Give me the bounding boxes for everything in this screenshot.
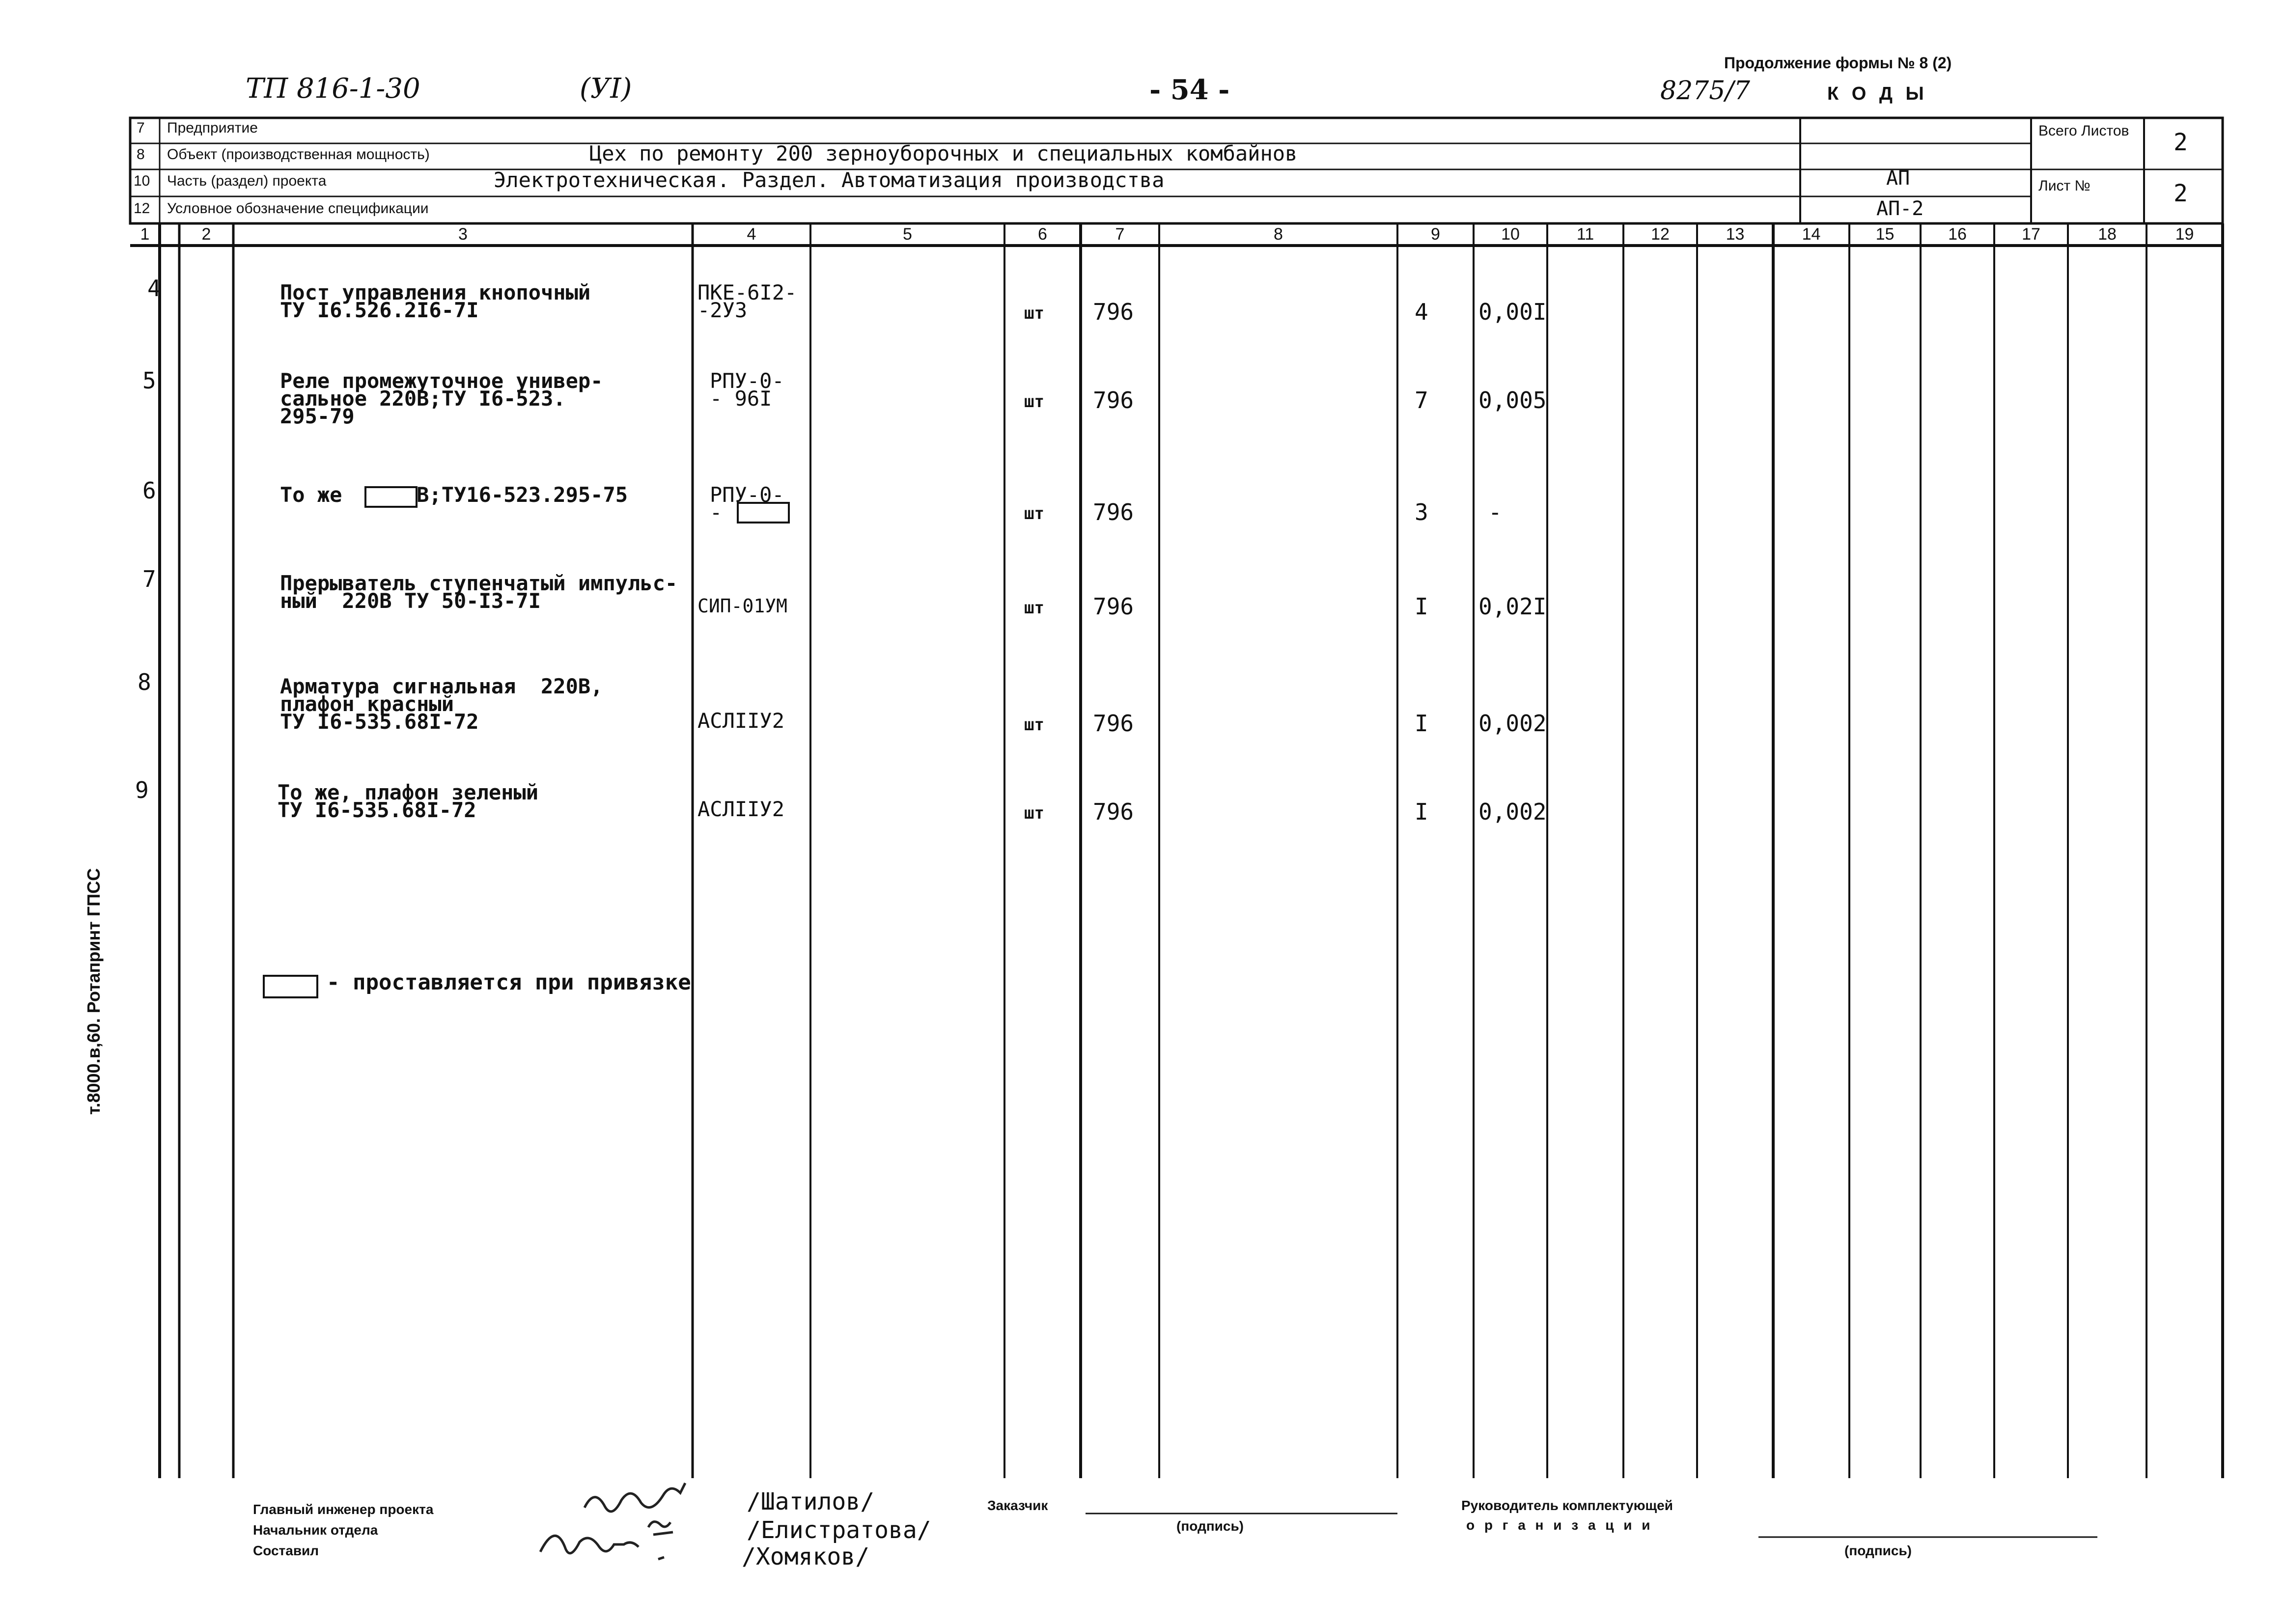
item-qty: 4 xyxy=(1415,299,1428,325)
item-unit: шт xyxy=(1024,303,1044,323)
col-num: 13 xyxy=(1726,225,1745,244)
item-type: РПУ-0- - xyxy=(710,483,784,524)
dept-head-name: /Елистратова/ xyxy=(747,1516,931,1544)
label-spec: Условное обозначение спецификации xyxy=(167,200,429,217)
placeholder-box xyxy=(364,486,418,508)
label-part: Часть (раздел) проекта xyxy=(167,173,327,189)
col-num: 8 xyxy=(1274,225,1283,244)
row-num-part: 10 xyxy=(134,173,150,189)
item-code: 796 xyxy=(1093,593,1134,620)
supplier-label-2: о р г а н и з а ц и и xyxy=(1466,1517,1653,1533)
item-code: 796 xyxy=(1093,499,1134,525)
supplier-signature-caption: (подпись) xyxy=(1844,1543,1912,1558)
col-num: 15 xyxy=(1875,225,1895,244)
item-code: 796 xyxy=(1093,798,1134,825)
item-position: 9 xyxy=(135,777,149,803)
codes-label: К О Д Ы xyxy=(1827,83,1928,104)
label-object: Объект (производственная мощность) xyxy=(167,146,430,163)
col-num: 14 xyxy=(1802,225,1821,244)
item-name: Реле промежуточное универ- сальное 220В;ТУ I6-523. 295-79 xyxy=(280,369,603,428)
placeholder-note: - проставляется при привязке xyxy=(327,970,691,995)
sheet-value: 2 xyxy=(2174,180,2188,207)
form-continuation: Продолжение формы № 8 (2) xyxy=(1724,54,1952,72)
handwritten-signatures xyxy=(530,1473,752,1571)
item-name: То же, плафон зеленый ТУ I6-535.68I-72 xyxy=(278,780,539,822)
album-number: (УI) xyxy=(580,73,632,105)
project-code: ТП 816-1-30 xyxy=(246,73,420,105)
chief-engineer-label: Главный инженер проекта xyxy=(253,1502,434,1517)
item-name: Пост управления кнопочный ТУ I6.526.2I6-7I xyxy=(280,280,591,322)
item-unit: шт xyxy=(1024,803,1044,823)
item-type: ПКЕ-6I2- -2У3 xyxy=(697,280,797,322)
col-num: 18 xyxy=(2098,225,2117,244)
item-code: 796 xyxy=(1093,387,1134,413)
col-num: 12 xyxy=(1651,225,1670,244)
item-name: То же В;ТУ16-523.295-75 xyxy=(280,483,628,507)
item-type: РПУ-0- - 96I xyxy=(710,369,784,411)
value-part: Электротехническая. Раздел. Автоматизация производства xyxy=(494,168,1165,192)
col-num: 17 xyxy=(2022,225,2040,244)
item-mass: 0,002 xyxy=(1478,710,1547,737)
item-mass: 0,00I xyxy=(1478,299,1547,325)
placeholder-box xyxy=(737,502,790,523)
sheet-label: Лист № xyxy=(2038,178,2091,194)
col-num: 1 xyxy=(140,225,150,244)
compiled-by-name: /Хомяков/ xyxy=(742,1543,870,1570)
col-num: 5 xyxy=(903,225,912,244)
item-mass: - xyxy=(1488,499,1502,525)
item-position: 4 xyxy=(147,275,161,302)
placeholder-box-legend xyxy=(263,975,318,998)
col-num: 3 xyxy=(458,225,468,244)
item-position: 8 xyxy=(138,669,151,695)
compiled-by-label: Составил xyxy=(253,1543,319,1558)
col-num: 2 xyxy=(201,225,211,244)
item-type: АСЛIIУ2 xyxy=(697,709,785,733)
col-num: 19 xyxy=(2175,225,2194,244)
side-print-note: т.8000.в,60. Ротапринт ГПСС xyxy=(84,868,104,1115)
item-qty: I xyxy=(1415,710,1428,737)
item-name: Арматура сигнальная 220В, плафон красный ТУ I6-535.68I-72 xyxy=(280,674,603,734)
item-type: СИП-01УМ xyxy=(697,595,788,617)
label-enterprise: Предприятие xyxy=(167,120,258,136)
item-code: 796 xyxy=(1093,299,1134,325)
item-qty: I xyxy=(1415,593,1428,620)
chief-engineer-name: /Шатилов/ xyxy=(747,1488,875,1515)
item-position: 7 xyxy=(142,566,156,592)
item-type: АСЛIIУ2 xyxy=(697,797,785,821)
item-mass: 0,02I xyxy=(1478,593,1547,620)
item-code: 796 xyxy=(1093,710,1134,737)
item-mass: 0,005 xyxy=(1478,387,1547,413)
page-number: - 54 - xyxy=(1149,74,1230,106)
total-sheets-label: Всего Листов xyxy=(2038,123,2129,139)
item-unit: шт xyxy=(1024,504,1044,523)
total-sheets-value: 2 xyxy=(2174,129,2188,156)
item-mass: 0,002 xyxy=(1478,798,1547,825)
col-num: 7 xyxy=(1115,225,1125,244)
col-num: 9 xyxy=(1431,225,1440,244)
code-spec: АП-2 xyxy=(1876,197,1924,220)
value-object: Цех по ремонту 200 зерноуборочных и специальных комбайнов xyxy=(589,141,1298,165)
item-unit: шт xyxy=(1024,715,1044,735)
row-num-enterprise: 7 xyxy=(137,120,145,136)
item-position: 6 xyxy=(142,477,156,504)
customer-signature-caption: (подпись) xyxy=(1176,1518,1244,1534)
customer-label: Заказчик xyxy=(987,1498,1048,1513)
row-num-spec: 12 xyxy=(134,200,150,217)
item-qty: 3 xyxy=(1415,499,1428,525)
item-qty: I xyxy=(1415,798,1428,825)
dept-head-label: Начальник отдела xyxy=(253,1522,378,1538)
item-unit: шт xyxy=(1024,598,1044,618)
item-name: Прерыватель ступенчатый импульс- ный 220В ТУ 50-I3-7I xyxy=(280,571,678,613)
code-part: АП xyxy=(1886,167,1910,190)
col-num: 10 xyxy=(1501,225,1520,244)
supplier-label-1: Руководитель комплектующей xyxy=(1461,1498,1673,1513)
item-qty: 7 xyxy=(1415,387,1428,413)
col-num: 6 xyxy=(1038,225,1047,244)
row-num-object: 8 xyxy=(137,146,145,163)
col-num: 4 xyxy=(747,225,756,244)
doc-number: 8275/7 xyxy=(1660,76,1750,106)
col-num: 16 xyxy=(1948,225,1967,244)
item-position: 5 xyxy=(142,367,156,394)
col-num: 11 xyxy=(1576,225,1594,244)
item-unit: шт xyxy=(1024,392,1044,412)
